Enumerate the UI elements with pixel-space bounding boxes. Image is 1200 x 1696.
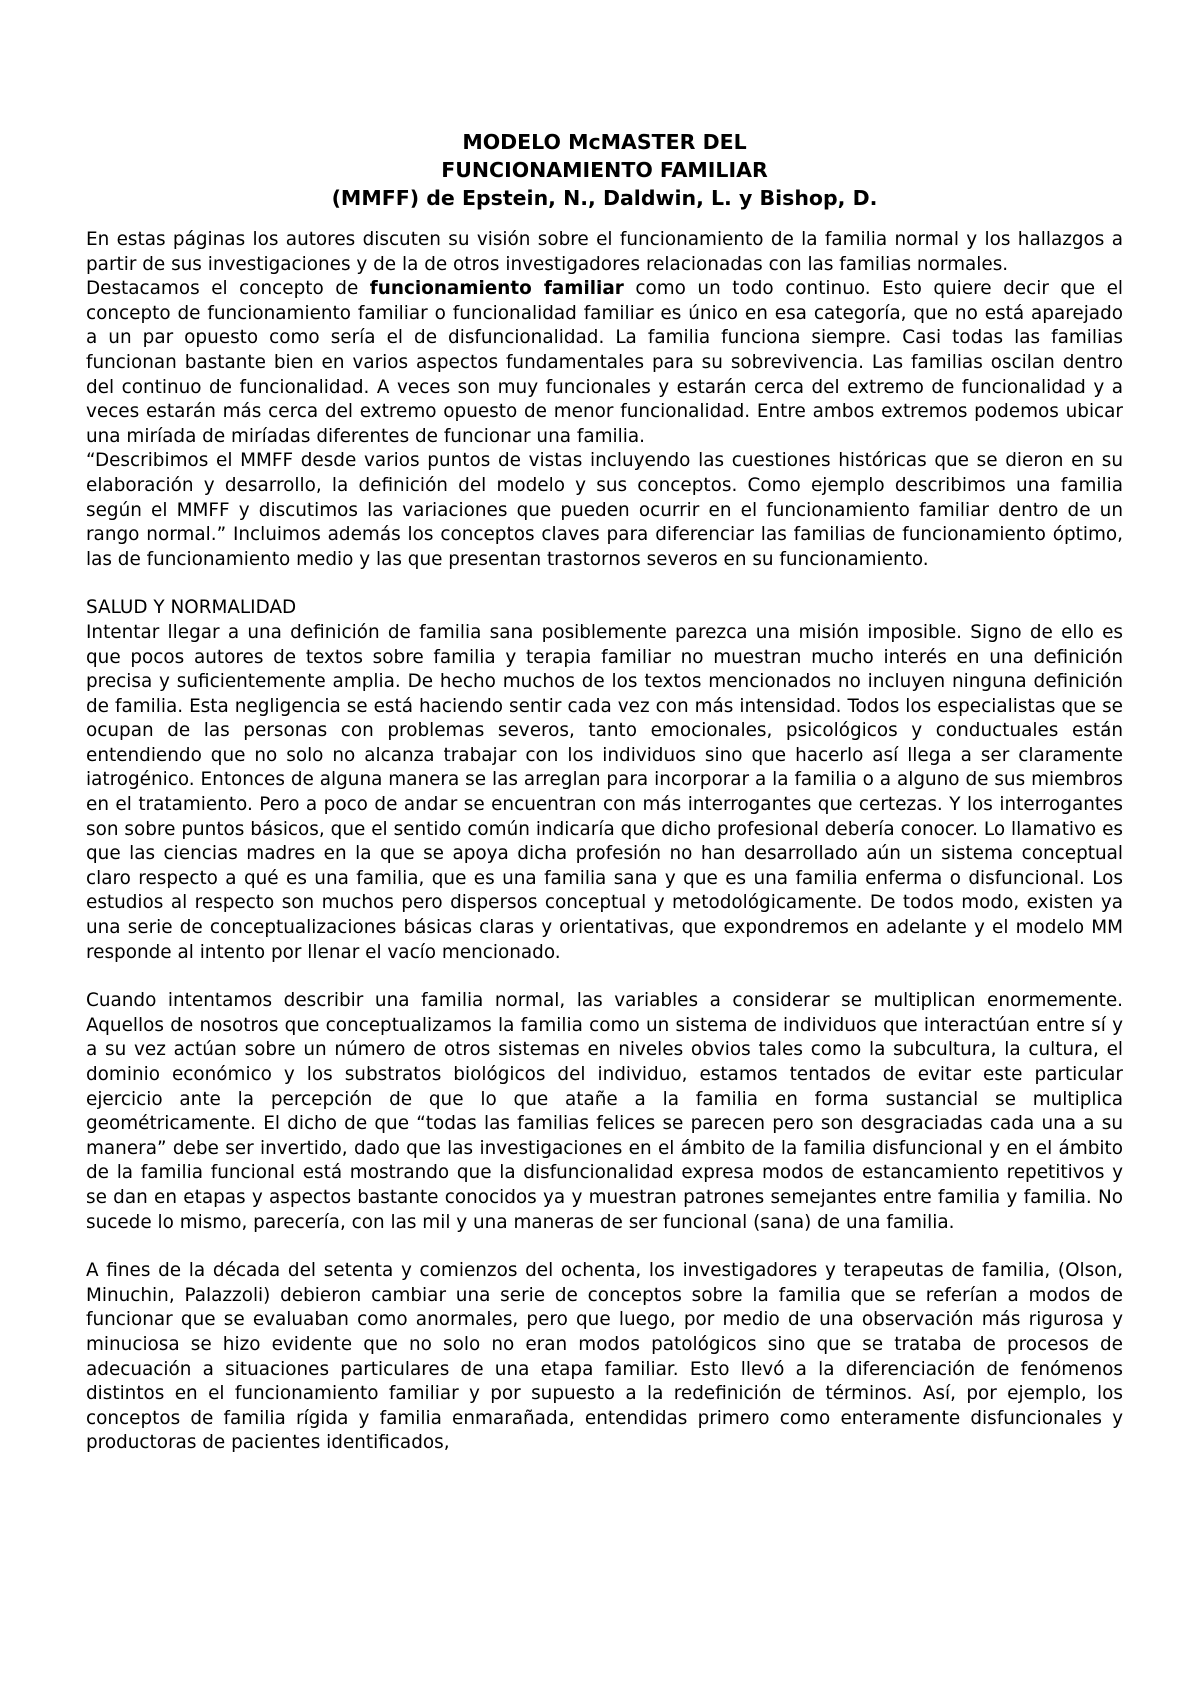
concept-text-before: Destacamos el concepto de — [86, 278, 370, 300]
quote-paragraph: “Describimos el MMFF desde varios puntos de vistas incluyendo las cuestiones históricas que se dieron en su elaboración y desarrollo, la definición del modelo y sus conceptos. Como ejemplo describimos una familia según el MMFF y discutimos las variaciones que pueden ocurrir en el funcionamiento familiar dentro de un rango normal.” Incluimos además los conceptos claves para diferenciar las familias de funcionamiento óptimo, las de funcionamiento medio y las que presentan trastornos severos en su funcionamiento. — [86, 450, 1123, 570]
title-line-2: FUNCIONAMIENTO FAMILIAR — [441, 158, 768, 182]
document-title — [86, 128, 1123, 212]
concept-bold-term: funcionamiento familiar — [369, 278, 624, 300]
document-page — [86, 128, 1123, 1456]
concept-text-after: como un todo continuo. Esto quiere decir que el concepto de funcionamiento familiar o funcionalidad familiar es único en esa categoría, que no está aparejado a un par opuesto como sería el de disfuncionalidad. La familia funciona siempre. Casi todas las familias funcionan bastante bien en varios aspectos fundamentales para su sobrevivencia. Las familias oscilan dentro del continuo de funcionalidad. A veces son muy funcionales y estarán cerca del extremo de funcionalidad y a veces estarán más cerca del extremo opuesto de menor funcionalidad. Entre ambos extremos podemos ubicar una miríada de miríadas diferentes de funcionar una familia. — [86, 278, 1124, 447]
section-heading: SALUD Y NORMALIDAD — [86, 597, 297, 619]
title-line-3: (MMFF) de Epstein, N., Daldwin, L. y Bishop, D. — [331, 186, 878, 210]
concept-paragraph — [86, 277, 1123, 449]
title-line-1: MODELO McMASTER DEL — [462, 130, 747, 154]
intro-paragraph: En estas páginas los autores discuten su visión sobre el funcionamiento de la familia normal y los hallazgos a partir de sus investigaciones y de la de otros investigadores relacionadas con las familias normales. — [86, 229, 1123, 275]
health-paragraph: Intentar llegar a una definición de familia sana posiblemente parezca una misión imposible. Signo de ello es que pocos autores de textos sobre familia y terapia familiar no muestran mucho interés en una definición precisa y suficientemente amplia. De hecho muchos de los textos mencionados no incluyen ninguna definición de familia. Esta negligencia se está haciendo sentir cada vez con más intensidad. Todos los especialistas que se ocupan de las personas con problemas severos, tanto emocionales, psicológicos y conductuales están entendiendo que no solo no alcanza trabajar con los individuos sino que hacerlo así llega a ser claramente iatrogénico. Entonces de alguna manera se las arreglan para incorporar a la familia o a alguno de sus miembros en el tratamiento. Pero a poco de andar se encuentran con más interrogantes que certezas. Y los interrogantes son sobre puntos básicos, que el sentido común indicaría que dicho profesional debería conocer. Lo llamativo es que las ciencias madres en la que se apoya dicha profesión no han desarrollado aún un sistema conceptual claro respecto a qué es una familia, que es una familia sana y que es una familia enferma o disfuncional. Los estudios al respecto son muchos pero dispersos conceptual y metodológicamente. De todos modo, existen ya una serie de conceptualizaciones básicas claras y orientativas, que expondremos en adelante y el modelo MM responde al intento por llenar el vacío mencionado. — [86, 621, 1123, 963]
seventies-paragraph: A fines de la década del setenta y comienzos del ochenta, los investigadores y terapeutas de familia, (Olson, Minuchin, Palazzoli) debieron cambiar una serie de conceptos sobre la familia que se referían a modos de funcionar que se evaluaban como anormales, pero que luego, por medio de una observación más rigurosa y minuciosa se hizo evidente que no solo no eran modos patológicos sino que se trataba de procesos de adecuación a situaciones particulares de una etapa familiar. Esto llevó a la diferenciación de fenómenos distintos en el funcionamiento familiar y por supuesto a la redefinición de términos. Así, por ejemplo, los conceptos de familia rígida y familia enmarañada, entendidas primero como enteramente disfuncionales y productoras de pacientes identificados, — [86, 1260, 1123, 1454]
normal-family-paragraph: Cuando intentamos describir una familia normal, las variables a considerar se multiplican enormemente. Aquellos de nosotros que conceptualizamos la familia como un sistema de individuos que interactúan entre sí y a su vez actúan sobre un número de otros sistemas en niveles obvios tales como la subcultura, la cultura, el dominio económico y los substratos biológicos del individuo, estamos tentados de evitar este particular ejercicio ante la percepción de que lo que atañe a la familia en forma sustancial se multiplica geométricamente. El dicho de que “todas las familias felices se parecen pero son desgraciadas cada una a su manera” debe ser invertido, dado que las investigaciones en el ámbito de la familia disfuncional y en el ámbito de la familia funcional está mostrando que la disfuncionalidad expresa modos de estancamiento repetitivos y se dan en etapas y aspectos bastante conocidos ya y muestran patrones semejantes entre familia y familia. No sucede lo mismo, parecería, con las mil y una maneras de ser funcional (sana) de una familia. — [86, 990, 1123, 1233]
